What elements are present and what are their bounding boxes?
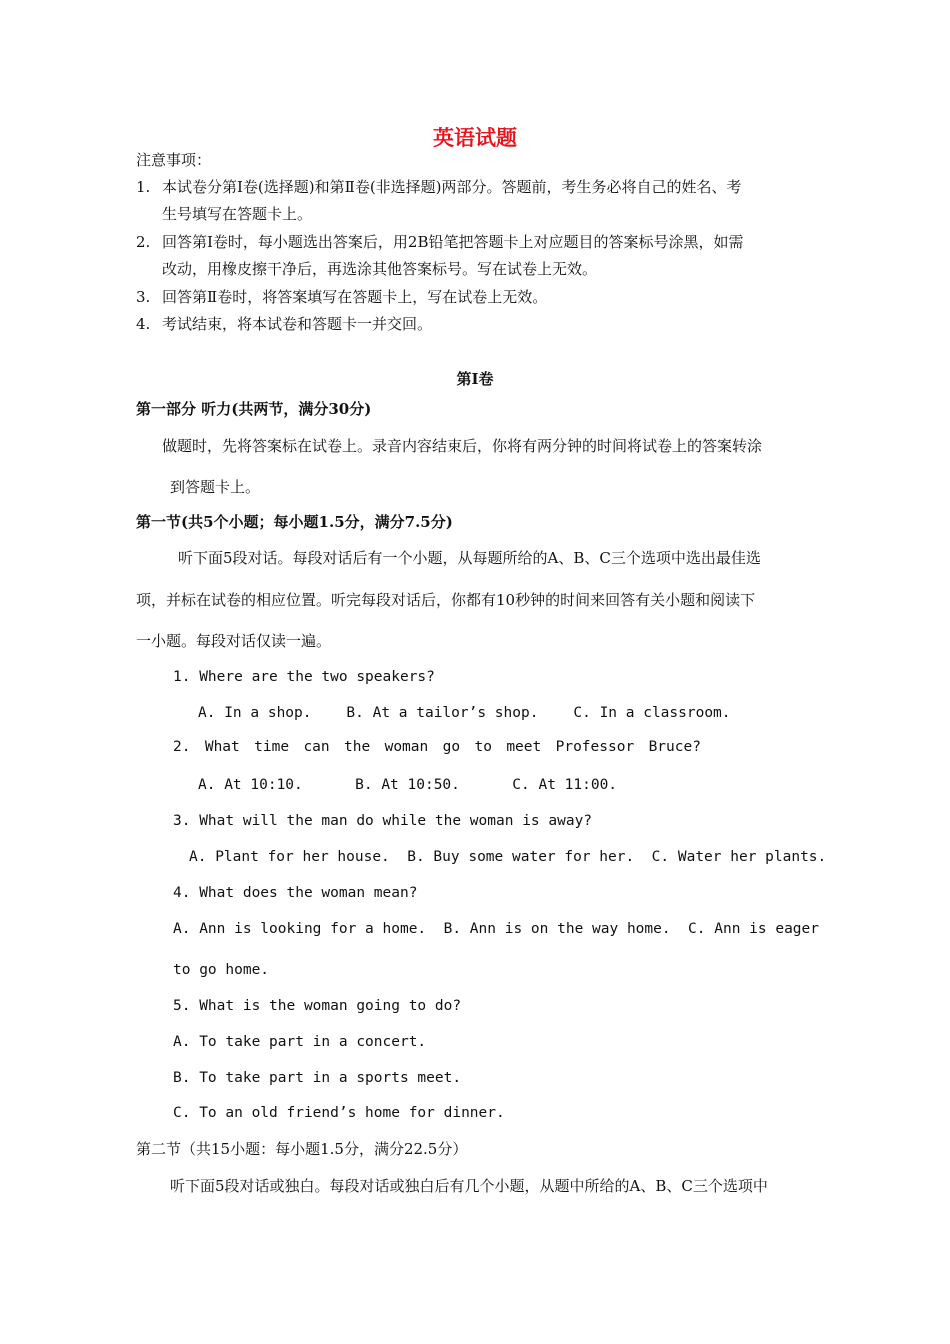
notice-item-3-num: 3. [136, 288, 151, 306]
question-5-option-c: C. To an old friend’s home for dinner. [173, 1105, 505, 1121]
question-4: 4. What does the woman mean? [173, 885, 418, 901]
section1-intro-line-3: 一小题。每段对话仅读一遍。 [136, 632, 332, 650]
page-title: 英语试题 [433, 125, 517, 150]
notice-item-4-num: 4. [136, 315, 151, 333]
notice-item-1-line-2: 生号填写在答题卡上。 [162, 205, 313, 223]
notice-item-4-line-1: 考试结束，将本试卷和答题卡一并交回。 [162, 315, 433, 333]
question-2-word: go [442, 739, 461, 755]
notice-item-2-line-2: 改动，用橡皮擦干净后，再选涂其他答案标号。写在试卷上无效。 [162, 260, 598, 278]
section1-heading: 第一节(共5个小题；每小题1.5分，满分7.5分) [136, 513, 453, 531]
notice-item-2-line-1: 回答第Ⅰ卷时，每小题选出答案后，用2B铅笔把答题卡上对应题目的答案标号涂黑，如需 [162, 233, 744, 251]
notice-item-1-line-1: 本试卷分第Ⅰ卷(选择题)和第Ⅱ卷(非选择题)两部分。答题前，考生务必将自己的姓名、考 [162, 178, 742, 196]
part1-intro-line-1: 做题时，先将答案标在试卷上。录音内容结束后，你将有两分钟的时间将试卷上的答案转涂 [162, 437, 763, 455]
question-4-options-line-1: A. Ann is looking for a home. B. Ann is on the way home. C. Ann is eager [173, 921, 820, 937]
question-5-option-b: B. To take part in a sports meet. [173, 1070, 462, 1086]
question-5: 5. What is the woman going to do? [173, 998, 462, 1014]
notice-item-3-line-1: 回答第Ⅱ卷时，将答案填写在答题卡上，写在试卷上无效。 [162, 288, 548, 306]
part1-heading: 第一部分 听力(共两节，满分30分) [136, 400, 372, 418]
question-2-word: time [254, 739, 290, 755]
question-2-options: A. At 10:10. B. At 10:50. C. At 11:00. [198, 777, 618, 793]
notice-heading: 注意事项： [136, 151, 212, 169]
question-2-word: can [303, 739, 330, 755]
notice-item-2-num: 2. [136, 233, 151, 251]
notice-item-1-num: 1. [136, 178, 151, 196]
question-2 [173, 739, 701, 755]
question-1: 1. Where are the two speakers? [173, 669, 435, 685]
question-5-option-a: A. To take part in a concert. [173, 1034, 427, 1050]
question-3-options: A. Plant for her house. B. Buy some water for her. C. Water her plants. [189, 849, 827, 865]
question-2-word: What [204, 739, 240, 755]
section1-intro-line-1: 听下面5段对话。每段对话后有一个小题，从每题所给的A、B、C三个选项中选出最佳选 [178, 549, 761, 567]
question-4-options-line-2: to go home. [173, 962, 270, 978]
question-2-word: woman [384, 739, 429, 755]
question-2-word: Professor [555, 739, 635, 755]
question-3: 3. What will the man do while the woman is away? [173, 813, 593, 829]
question-1-options: A. In a shop. B. At a tailor’s shop. C. In a classroom. [198, 705, 731, 721]
part1-intro-line-2: 到答题卡上。 [170, 478, 261, 496]
question-2-word: Bruce? [648, 739, 701, 755]
volume-heading: 第Ⅰ卷 [456, 370, 494, 388]
section1-intro-line-2: 项，并标在试卷的相应位置。听完每段对话后，你都有10秒钟的时间来回答有关小题和阅读下 [136, 591, 756, 609]
section2-heading: 第二节（共15小题：每小题1.5分，满分22.5分） [136, 1140, 468, 1158]
question-2-word: the [344, 739, 371, 755]
section2-intro-line-1: 听下面5段对话或独白。每段对话或独白后有几个小题，从题中所给的A、B、C三个选项中 [170, 1177, 768, 1195]
question-2-word: to [474, 739, 492, 755]
question-2-word: 2. [173, 739, 191, 755]
question-2-word: meet [506, 739, 542, 755]
